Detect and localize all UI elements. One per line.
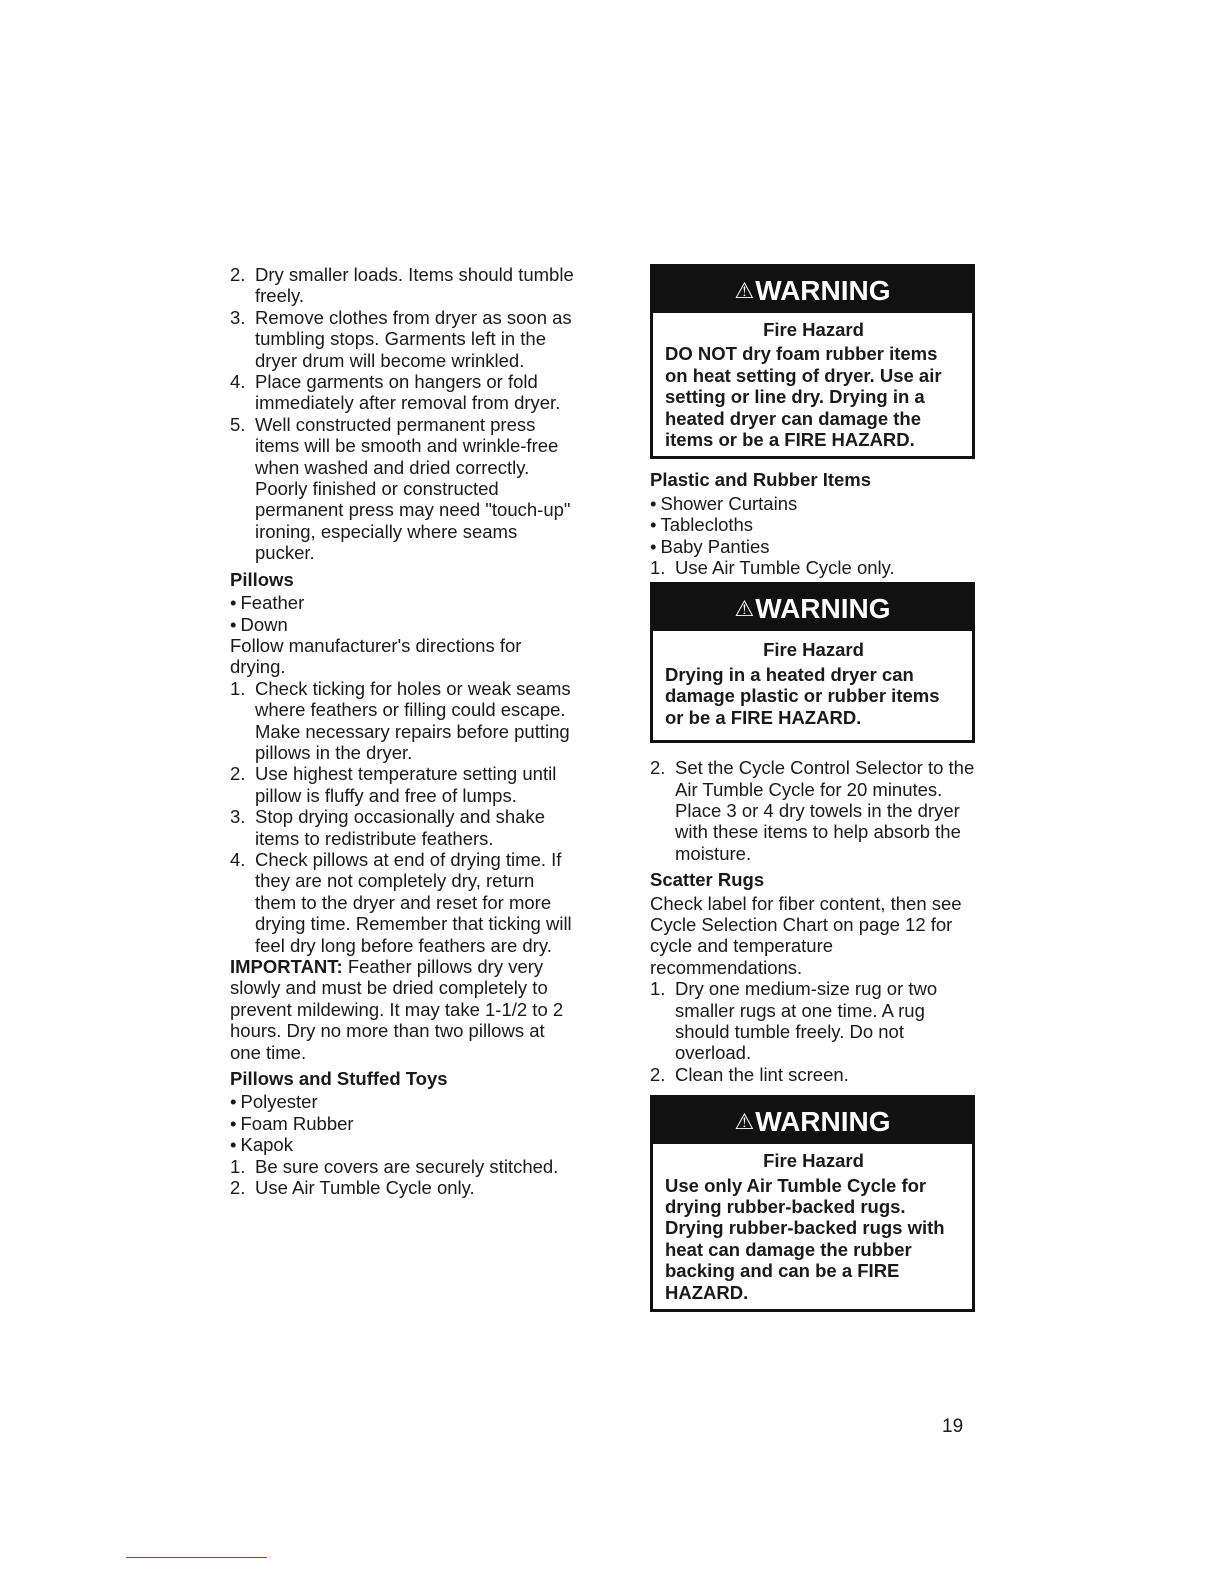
list-item: 4. Place garments on hangers or fold immediately after removal from dryer. <box>230 371 561 414</box>
warning-box-rugs <box>650 1095 975 1312</box>
pillows-heading: Pillows <box>230 568 294 590</box>
warning-triangle-icon: ⚠ <box>734 596 755 622</box>
warning-text: Drying in a heated dryer can damage plastic or rubber items or be a FIRE HAZARD. <box>665 663 940 728</box>
list-item: 1. Use Air Tumble Cycle only. <box>650 557 895 579</box>
pillows-intro: Follow manufacturer's directions for drying. <box>230 634 522 678</box>
list-item: 5. Well constructed permanent press items will be smooth and wrinkle-free when washed and dried correctly. Poorly finished or constructed permanent press may need "touch-up" ironing, especially where seams pucker. <box>230 413 571 564</box>
footer-rule <box>126 1557 267 1558</box>
important-label: IMPORTANT: <box>230 956 343 977</box>
warning-header: ⚠WARNING <box>653 267 972 313</box>
rugs-intro: Check label for fiber content, then see Cycle Selection Chart on page 12 for cycle and temperature recommendations. <box>650 892 962 978</box>
warning-subtitle: Fire Hazard <box>763 319 864 340</box>
warning-header: ⚠WARNING <box>653 585 972 631</box>
warning-subtitle: Fire Hazard <box>763 1150 864 1172</box>
list-item: 2. Set the Cycle Control Selector to the Air Tumble Cycle for 20 minutes. Place 3 or 4 dry towels in the dryer with these items to help absorb the moisture. <box>650 757 975 864</box>
rugs-heading: Scatter Rugs <box>650 869 765 891</box>
important-note: IMPORTANT: Feather pillows dry very slowly and must be dried completely to prevent mildewing. It may take 1-1/2 to 2 hours. Dry no more than two pillows at one time. <box>230 956 564 1063</box>
list-item: 2. Use highest temperature setting until pillow is fluffy and free of lumps. <box>230 763 557 806</box>
list-item: 1. Be sure covers are securely stitched. <box>230 1155 559 1177</box>
list-item: 1. Check ticking for holes or weak seams where feathers or filling could escape. Make necessary repairs before putting pillows in the dryer. <box>230 677 571 763</box>
bullet-item: • Polyester <box>230 1091 575 1112</box>
bullet-item: • Kapok <box>230 1134 575 1155</box>
page-number: 19 <box>942 1416 964 1437</box>
list-item: 1. Dry one medium-size rug or two smaller rugs at one time. A rug should tumble freely. Do not overload. <box>650 978 938 1064</box>
toys-heading: Pillows and Stuffed Toys <box>230 1068 448 1090</box>
warning-text: Use only Air Tumble Cycle for drying rubber-backed rugs. Drying rubber-backed rugs with heat can damage the rubber backing and can be a FIRE HAZARD. <box>665 1174 945 1303</box>
list-item: 3. Remove clothes from dryer as soon as tumbling stops. Garments left in the dryer drum will become wrinkled. <box>230 306 572 371</box>
bullet-item: • Shower Curtains <box>650 493 975 514</box>
list-item: 3. Stop drying occasionally and shake items to redistribute feathers. <box>230 806 546 849</box>
bullet-item: • Feather <box>230 592 575 613</box>
warning-text: DO NOT dry foam rubber items on heat setting of dryer. Use air setting or line dry. Drying in a heated dryer can damage the items or be a FIRE HAZARD. <box>665 343 942 451</box>
list-item: 2. Dry smaller loads. Items should tumble freely. <box>230 264 574 307</box>
bullet-item: • Down <box>230 614 575 635</box>
warning-box-plastic <box>650 582 975 743</box>
plastic-heading: Plastic and Rubber Items <box>650 469 872 491</box>
warning-header: ⚠WARNING <box>653 1098 972 1144</box>
bullet-item: • Baby Panties <box>650 536 975 557</box>
left-column <box>230 264 575 1198</box>
warning-triangle-icon: ⚠ <box>734 1109 755 1135</box>
list-item: 2. Use Air Tumble Cycle only. <box>230 1177 475 1199</box>
list-item: 2. Clean the lint screen. <box>650 1063 849 1085</box>
bullet-item: • Foam Rubber <box>230 1113 575 1134</box>
warning-box-foam <box>650 264 975 459</box>
list-item: 4. Check pillows at end of drying time. If they are not completely dry, return them to the dryer and reset for more drying time. Remember that ticking will feel dry long before feathers are dry. <box>230 848 572 956</box>
bullet-item: • Tablecloths <box>650 514 975 535</box>
warning-subtitle: Fire Hazard <box>763 639 864 661</box>
right-column <box>650 264 975 1312</box>
warning-triangle-icon: ⚠ <box>734 278 755 303</box>
